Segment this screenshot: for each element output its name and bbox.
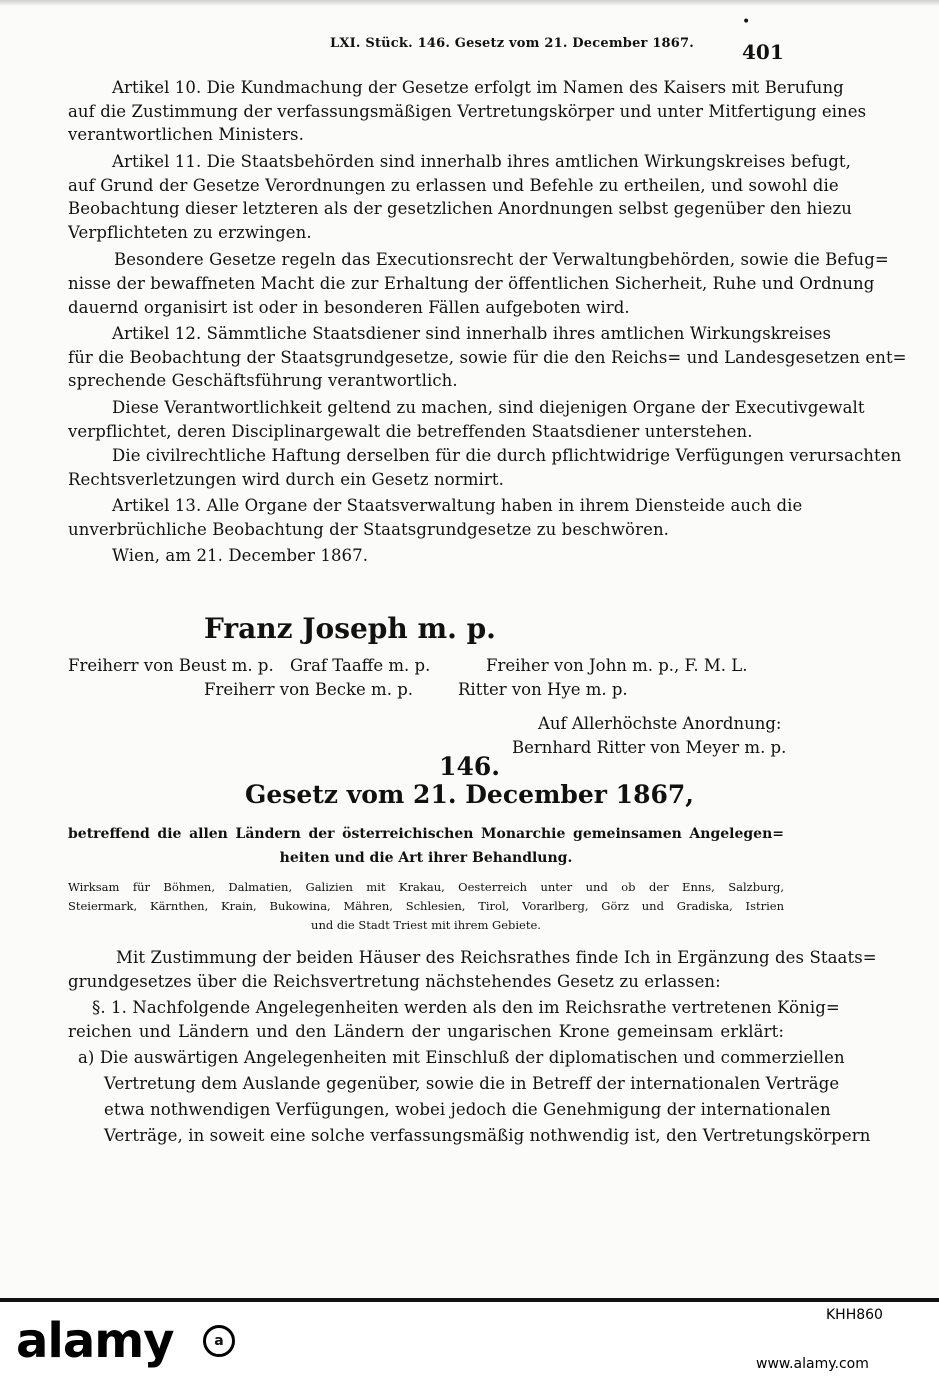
text-line: Rechtsverletzungen wird durch ein Gesetz normirt. (68, 470, 504, 489)
validity-note: und die Stadt Triest mit ihrem Gebiete. (311, 918, 541, 932)
text-line: grundgesetzes über die Reichsvertretung nächstehendes Gesetz zu erlassen: (68, 972, 721, 991)
text-line: Verpflichteten zu erzwingen. (68, 223, 312, 242)
signature-hye: Ritter von Hye m. p. (458, 680, 628, 699)
running-title: LXI. Stück. 146. Gesetz vom 21. December 1867. (330, 36, 695, 51)
footer-divider (0, 1298, 939, 1302)
text-line: Verträge, in soweit eine solche verfassungsmäßig nothwendig ist, den Vertretungskörpern (104, 1126, 871, 1145)
text-line: a) Die auswärtigen Angelegenheiten mit Einschluß der diplomatischen und commerziellen (78, 1048, 845, 1067)
image-id: KHH860 (826, 1307, 883, 1323)
text-line: unverbrüchliche Beobachtung der Staatsgrundgesetze zu beschwören. (68, 520, 670, 539)
footer-url[interactable]: www.alamy.com (756, 1356, 869, 1372)
text-line: sprechende Geschäftsführung verantwortlich. (68, 371, 458, 390)
alamy-logo-mark-icon: a (203, 1325, 235, 1357)
text-line: auf die Zustimmung der verfassungsmäßigen Vertretungskörper und unter Mitfertigung eines (68, 102, 867, 121)
text-line: reichen und Ländern und den Ländern der ungarischen Krone gemeinsam erklärt: (68, 1022, 784, 1041)
text-line: Artikel 11. Die Staatsbehörden sind innerhalb ihres amtlichen Wirkungskreises befugt, (112, 152, 852, 171)
text-line: Artikel 13. Alle Organe der Staatsverwaltung haben in ihrem Diensteide auch die (112, 496, 803, 515)
signature-beust: Freiherr von Beust m. p. (68, 656, 274, 675)
validity-note: Steiermark, Kärnthen, Krain, Bukowina, Mähren, Schlesien, Tirol, Vorarlberg, Görz und Gradiska, Istrien (68, 899, 784, 913)
text-line: für die Beobachtung der Staatsgrundgesetze, sowie für die den Reichs= und Landesgesetzen ent= (68, 348, 907, 367)
text-line: verpflichtet, deren Disciplinargewalt die betreffenden Staatsdiener unterstehen. (68, 422, 753, 441)
text-line: Beobachtung dieser letzteren als der gesetzlichen Anordnungen selbst gegenüber den hiezu (68, 199, 853, 218)
validity-note: Wirksam für Böhmen, Dalmatien, Galizien mit Krakau, Oesterreich unter und ob der Enns, Salzburg, (68, 880, 784, 894)
signature-becke: Freiherr von Becke m. p. (204, 680, 413, 699)
law-number: 146. (439, 752, 500, 781)
text-line: auf Grund der Gesetze Verordnungen zu erlassen und Befehle zu ertheilen, und sowohl die (68, 176, 839, 195)
signature-john: Freiher von John m. p., F. M. L. (486, 656, 748, 675)
signature-emperor: Franz Joseph m. p. (204, 612, 496, 645)
text-line: Vertretung dem Auslande gegenüber, sowie die in Betreff der internationalen Verträge (104, 1074, 840, 1093)
law-title: Gesetz vom 21. December 1867, (245, 780, 694, 809)
law-subtitle: heiten und die Art ihrer Behandlung. (279, 850, 573, 866)
text-line: Diese Verantwortlichkeit geltend zu machen, sind diejenigen Organe der Executivgewalt (112, 398, 865, 417)
alamy-logo: alamy (16, 1313, 174, 1369)
text-line: verantwortlichen Ministers. (68, 125, 304, 144)
page-number: 401 (742, 40, 784, 64)
text-line: Mit Zustimmung der beiden Häuser des Reichsrathes finde Ich in Ergänzung des Staats= (116, 948, 877, 967)
text-line: Artikel 10. Die Kundmachung der Gesetze erfolgt im Namen des Kaisers mit Berufung (112, 78, 844, 97)
place-date: Wien, am 21. December 1867. (112, 546, 369, 565)
text-line: Die civilrechtliche Haftung derselben für die durch pflichtwidrige Verfügungen verursachten (112, 446, 902, 465)
page-dot: • (742, 14, 751, 30)
law-subtitle: betreffend die allen Ländern der österreichischen Monarchie gemeinsamen Angelegen= (68, 826, 784, 842)
signature-meyer: Bernhard Ritter von Meyer m. p. (512, 738, 787, 757)
text-line: etwa nothwendigen Verfügungen, wobei jedoch die Genehmigung der internationalen (104, 1100, 831, 1119)
text-line: §. 1. Nachfolgende Angelegenheiten werden als den im Reichsrathe vertretenen König= (92, 998, 840, 1017)
text-line: Besondere Gesetze regeln das Executionsrecht der Verwaltungbehörden, sowie die Befug= (114, 250, 889, 269)
scan-top-edge (0, 0, 939, 6)
text-line: Artikel 12. Sämmtliche Staatsdiener sind innerhalb ihres amtlichen Wirkungskreises (112, 324, 832, 343)
text-line: dauernd organisirt ist oder in besonderen Fällen aufgeboten wird. (68, 298, 630, 317)
text-line: nisse der bewaffneten Macht die zur Erhaltung der öffentlichen Sicherheit, Ruhe und Ordnung (68, 274, 875, 293)
order-label: Auf Allerhöchste Anordnung: (538, 714, 782, 733)
signature-taaffe: Graf Taaffe m. p. (290, 656, 431, 675)
